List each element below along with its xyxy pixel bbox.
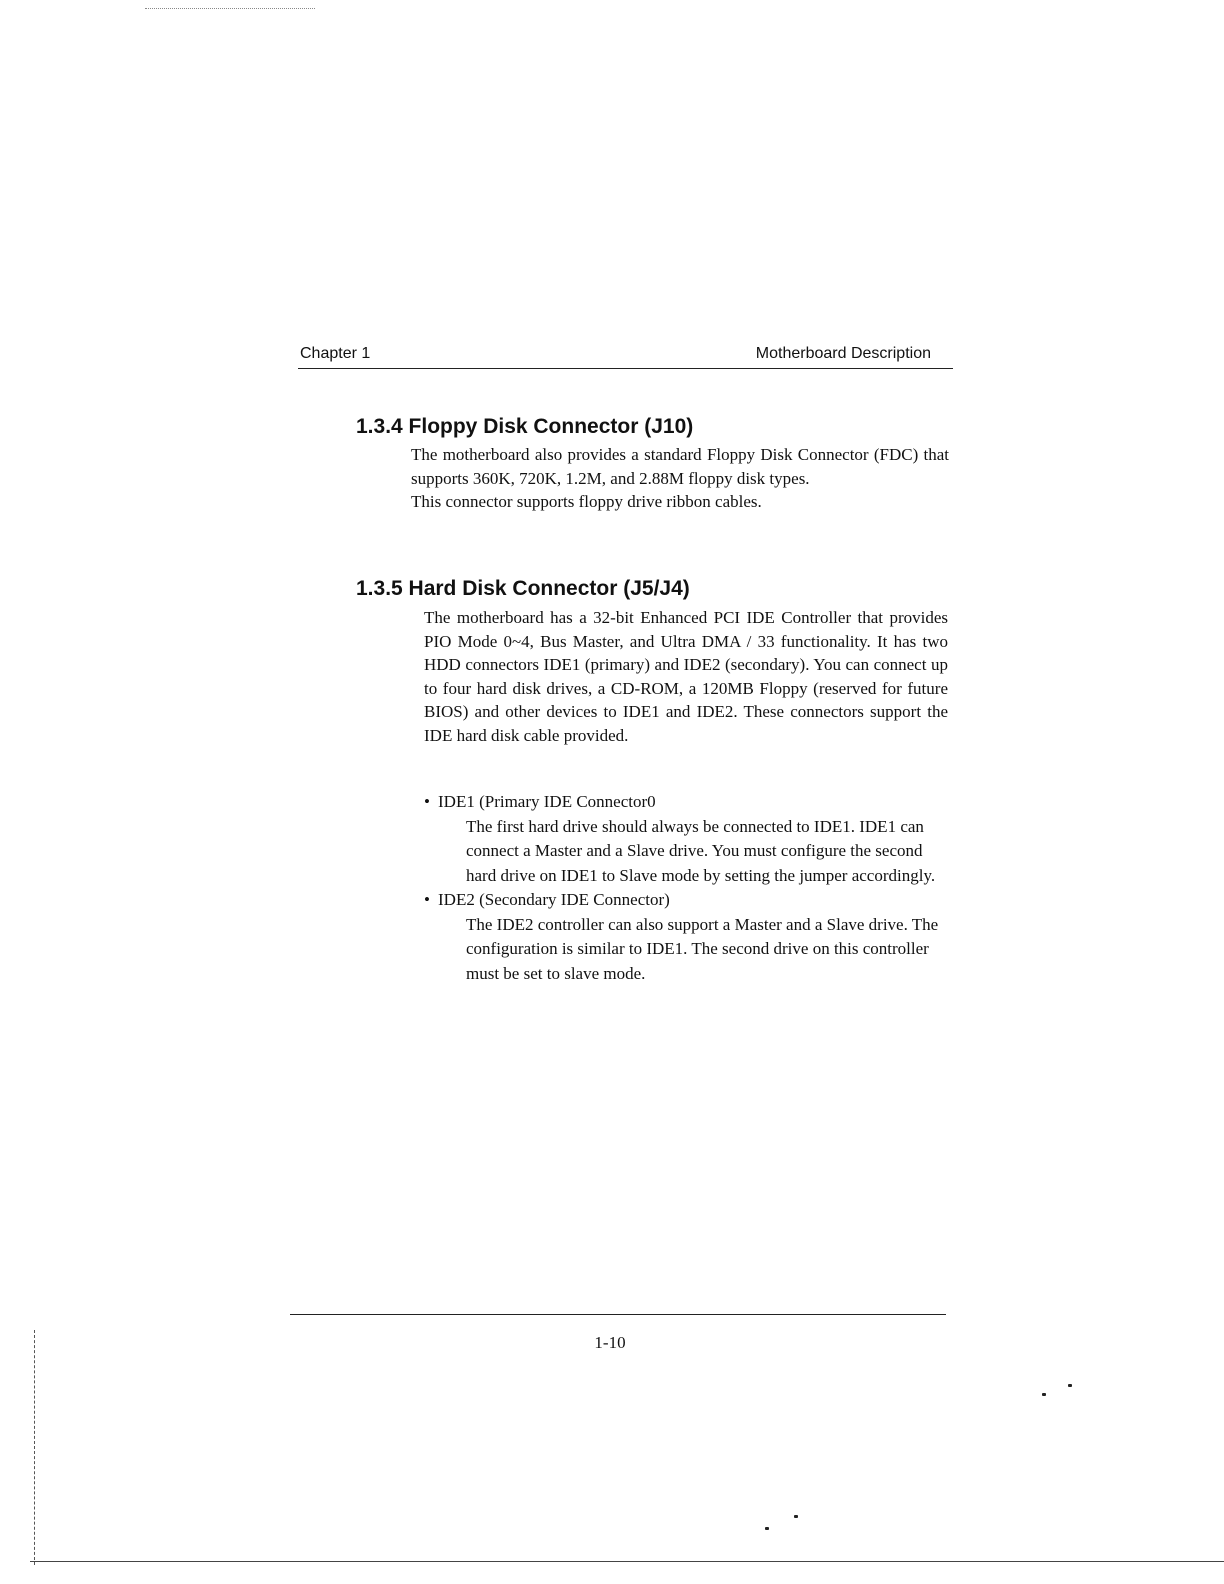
chapter-label: Chapter 1	[300, 345, 371, 362]
list-item	[424, 888, 954, 986]
scan-artifact-dots	[145, 8, 315, 9]
list-item	[424, 790, 954, 888]
bullet-title: • IDE2 (Secondary IDE Connector)	[424, 888, 954, 913]
scan-speck	[1068, 1384, 1072, 1387]
heading-hard-disk-connector: 1.3.5 Hard Disk Connector (J5/J4)	[356, 577, 690, 600]
ide-connector-list	[424, 790, 954, 986]
scan-artifact-edge	[34, 1330, 35, 1565]
section-title: Motherboard Description	[755, 345, 931, 362]
bullet-description: The IDE2 controller can also support a Master and a Slave drive. The configuration is similar to IDE1. The second drive on this controller must be set to slave mode.	[466, 914, 939, 983]
scan-artifact-bottom-rule	[30, 1561, 1224, 1562]
scan-speck	[765, 1527, 769, 1530]
bullet-description: The first hard drive should always be connected to IDE1. IDE1 can connect a Master and a Slave drive. You must configure the second hard drive on IDE1 to Slave mode by setting the jumper accordingly.	[466, 816, 936, 885]
scan-speck	[1042, 1393, 1046, 1396]
scan-speck	[794, 1515, 798, 1518]
floppy-section-body	[411, 443, 949, 514]
paragraph: This connector supports floppy drive ribbon cables.	[411, 492, 762, 511]
page-header	[298, 344, 953, 369]
hard-disk-section-body	[424, 606, 948, 747]
heading-floppy-connector: 1.3.4 Floppy Disk Connector (J10)	[356, 415, 694, 438]
page-number: 1-10	[594, 1333, 626, 1352]
bullet-title: • IDE1 (Primary IDE Connector0	[424, 790, 954, 815]
paragraph: The motherboard also provides a standard Floppy Disk Connector (FDC) that supports 360K, 720K, 1.2M, and 2.88M floppy disk types.	[411, 445, 949, 488]
paragraph: The motherboard has a 32-bit Enhanced PCI IDE Controller that provides PIO Mode 0~4, Bus Master, and Ultra DMA / 33 functionality. It has two HDD connectors IDE1 (primary) and IDE2 (secondary). You can connect up to four hard disk drives, a CD-ROM, a 120MB Floppy (reserved for future BIOS) and other devices to IDE1 and IDE2. These connectors support the IDE hard disk cable provided.	[424, 608, 948, 745]
footer-rule	[290, 1314, 946, 1315]
